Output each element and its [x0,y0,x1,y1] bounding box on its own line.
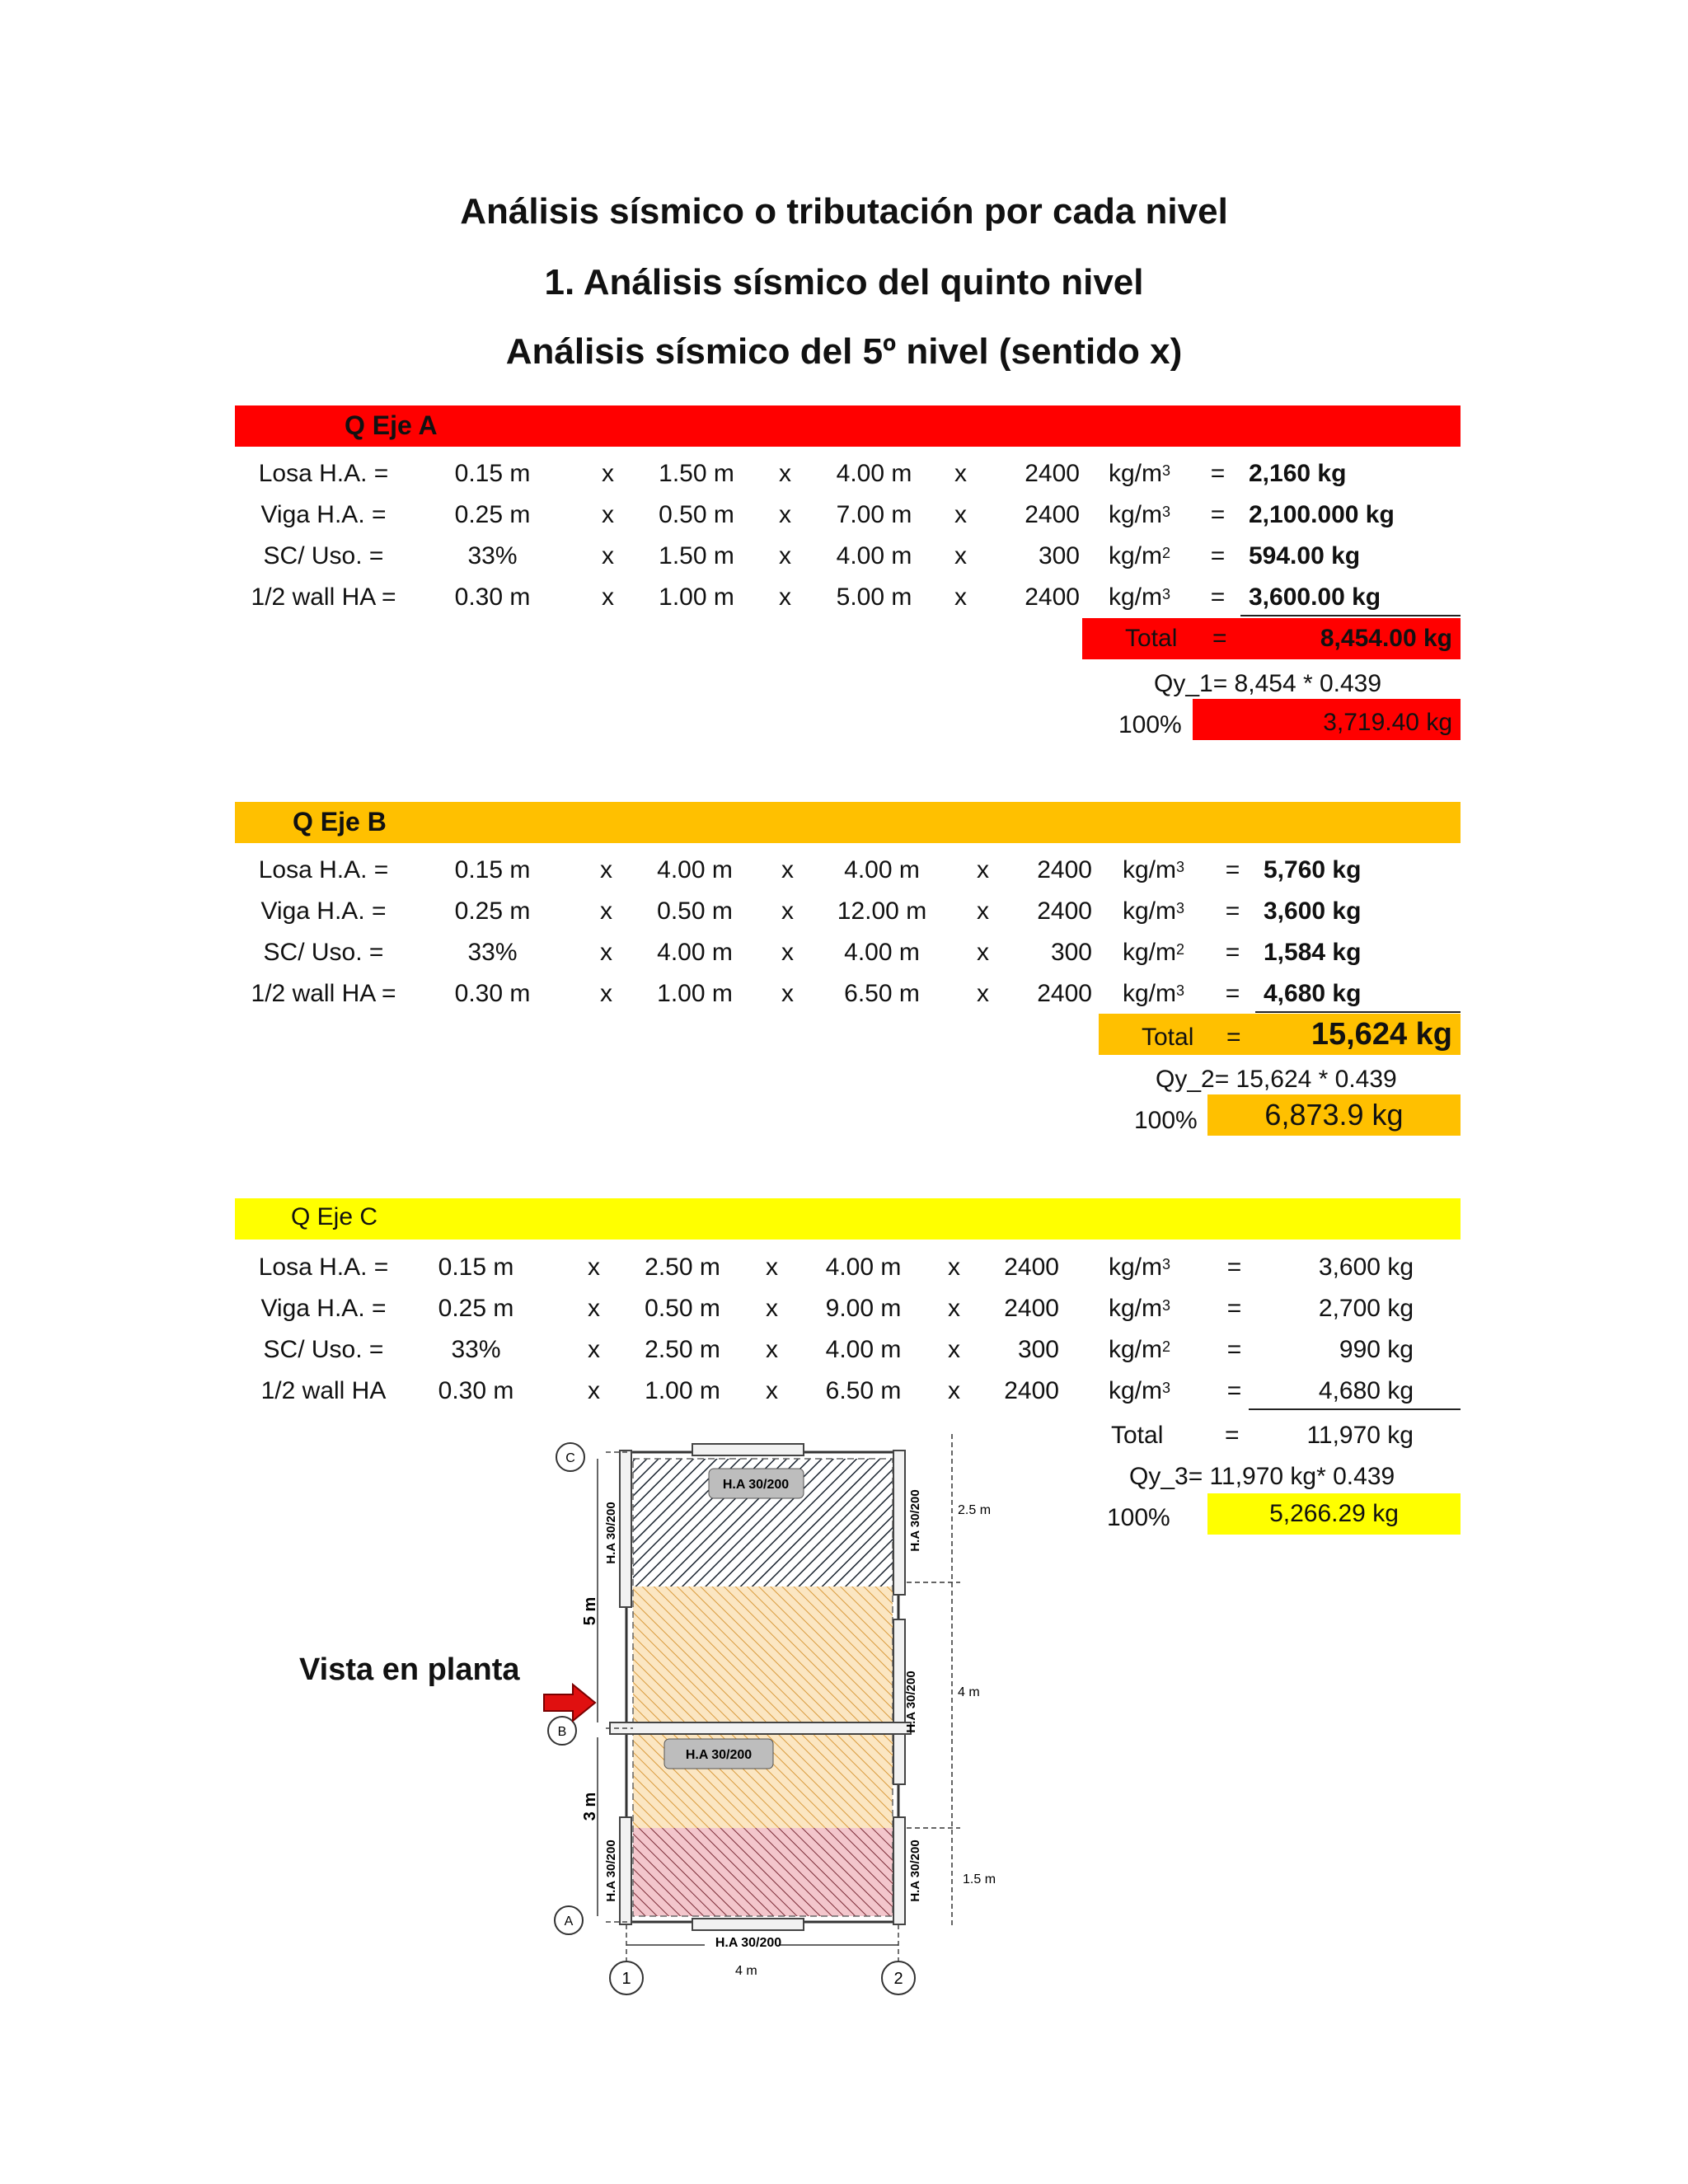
table-row [0,453,1688,494]
col-right-bottom-label: H.A 30/200 [908,1840,922,1902]
unit-exponent: 3 [1176,982,1185,999]
cell-x2: x [781,856,794,883]
cell-x1: x [602,542,614,569]
unit-text: kg/m [1123,939,1177,966]
eje-a-pct: 100% [1118,711,1182,738]
table-row [0,1288,1688,1329]
eje-c-label: Q Eje C [291,1203,378,1230]
axis-2-label: 2 [893,1970,903,1988]
eje-a-qy: Qy_1= 8,454 * 0.439 [1154,670,1382,697]
dim-4m-bottom-label: 4 m [735,1964,757,1978]
cell-d2: 4.00 m [657,856,733,883]
table-row [0,1247,1688,1288]
cell-name: SC/ Uso. = [263,939,384,966]
cell-d3: 4.00 m [836,460,912,487]
cell-x1: x [602,501,614,528]
eje-b-result-value: 6,873.9 kg [1264,1098,1404,1132]
cell-x1: x [600,980,612,1007]
cell-res: 1,584 kg [1264,939,1362,966]
cell-x3: x [977,898,989,925]
cell-dens: 2400 [1004,1295,1059,1322]
unit-exponent: 3 [1176,900,1185,916]
cell-res: 3,600 kg [1264,898,1362,925]
cell-x1: x [588,1336,600,1363]
cell-d3: 6.50 m [825,1377,902,1404]
table-row [0,1329,1688,1371]
page-title: Análisis sísmico o tributación por cada nivel [460,191,1228,232]
cell-res: 4,680 kg [1318,1377,1414,1404]
cell-dens: 2400 [1025,460,1080,487]
col-right-mid-label: H.A 30/200 [904,1671,918,1733]
cell-x2: x [781,898,794,925]
cell-dens: 2400 [1004,1377,1059,1404]
cell-d2: 0.50 m [645,1295,720,1322]
plan-view-drawing [528,1426,996,2003]
eje-c-result-value: 5,266.29 kg [1269,1500,1399,1527]
cell-x1: x [602,460,614,487]
table-row [0,494,1688,536]
cell-x3: x [954,501,967,528]
cell-x3: x [954,542,967,569]
cell-d2: 2.50 m [645,1336,720,1363]
cell-name: Viga H.A. = [260,501,387,528]
cell-eq: = [1226,1295,1242,1322]
cell-d3: 5.00 m [836,583,912,611]
unit-text: kg/m [1109,542,1163,569]
cell-eq: = [1225,898,1240,925]
cell-x1: x [600,939,612,966]
sum-underline [1255,1011,1461,1013]
cell-x2: x [779,501,791,528]
cell-dens: 2400 [1025,501,1080,528]
cell-dens: 300 [1017,1336,1059,1363]
col-left-bottom-label: H.A 30/200 [604,1840,618,1902]
cell-x2: x [781,939,794,966]
cell-x1: x [600,856,612,883]
cell-unit [1123,850,1197,891]
cell-d1: 33% [467,939,518,966]
cell-x3: x [948,1254,960,1281]
unit-exponent: 3 [1162,504,1171,520]
cell-name: Viga H.A. = [260,1295,387,1322]
cell-d3: 4.00 m [844,939,920,966]
eje-a-result-box [1193,699,1461,740]
unit-exponent: 2 [1176,941,1185,958]
cell-unit [1109,1371,1183,1412]
cell-d2: 2.50 m [645,1254,720,1281]
cell-d2: 4.00 m [657,939,733,966]
cell-x1: x [600,898,612,925]
cell-name: 1/2 wall HA = [251,583,396,611]
cell-dens: 300 [1038,542,1080,569]
unit-exponent: 2 [1162,1338,1171,1355]
cell-res: 4,680 kg [1264,980,1362,1007]
cell-x3: x [948,1377,960,1404]
cell-unit [1123,891,1197,932]
cell-x3: x [948,1336,960,1363]
eje-c-total-eq: = [1225,1422,1240,1449]
beam-bottom-label: H.A 30/200 [715,1936,782,1950]
cell-res: 3,600.00 kg [1249,583,1381,611]
col-right-top-label: H.A 30/200 [908,1489,922,1552]
table-row [0,973,1688,1015]
unit-exponent: 3 [1176,859,1185,875]
dim-15m-label: 1.5 m [963,1872,996,1886]
cell-eq: = [1226,1336,1242,1363]
subsection-title: Análisis sísmico del 5º nivel (sentido x) [505,331,1183,372]
cell-d3: 4.00 m [836,542,912,569]
beam-top-label: H.A 30/200 [722,1478,790,1492]
eje-c-pct: 100% [1107,1504,1170,1531]
cell-x2: x [766,1295,778,1322]
cell-d1: 0.15 m [438,1254,514,1281]
cell-x1: x [588,1254,600,1281]
unit-text: kg/m [1123,856,1177,883]
eje-a-label: Q Eje A [345,410,438,440]
cell-x2: x [766,1377,778,1404]
cell-x3: x [977,856,989,883]
eje-b-total-eq: = [1226,1024,1241,1051]
cell-unit [1109,494,1183,536]
cell-d1: 33% [467,542,518,569]
cell-dens: 2400 [1037,856,1092,883]
eje-a-total-box [1082,618,1461,659]
cell-x3: x [954,583,967,611]
cell-x2: x [779,542,791,569]
cell-d1: 0.25 m [438,1295,514,1322]
cell-d1: 0.30 m [438,1377,514,1404]
cell-d3: 4.00 m [844,856,920,883]
axis-1-label: 1 [621,1970,631,1988]
cell-x3: x [977,939,989,966]
sum-underline [1249,1408,1461,1410]
beam-mid-label: H.A 30/200 [685,1748,753,1762]
unit-exponent: 3 [1162,1297,1171,1314]
eje-c-header-bar [235,1198,1461,1240]
unit-text: kg/m [1109,1336,1163,1363]
cell-d3: 4.00 m [825,1336,902,1363]
cell-eq: = [1225,856,1240,883]
cell-d2: 1.00 m [659,583,734,611]
cell-unit [1109,453,1183,494]
eje-b-total-box [1099,1014,1461,1055]
cell-d1: 0.30 m [454,980,531,1007]
table-row [0,891,1688,932]
cell-unit [1109,1329,1183,1371]
cell-unit [1109,536,1183,577]
unit-text: kg/m [1123,980,1177,1007]
eje-c-result-box [1207,1493,1461,1535]
cell-name: 1/2 wall HA = [251,980,396,1007]
cell-eq: = [1210,542,1226,569]
unit-text: kg/m [1109,583,1163,611]
unit-text: kg/m [1109,501,1163,528]
cell-res: 2,700 kg [1318,1295,1414,1322]
cell-x3: x [954,460,967,487]
cell-dens: 2400 [1037,980,1092,1007]
cell-d1: 0.30 m [454,583,531,611]
cell-name: 1/2 wall HA [260,1377,387,1404]
unit-text: kg/m [1109,460,1163,487]
cell-d2: 0.50 m [659,501,734,528]
cell-d1: 0.15 m [454,460,531,487]
cell-d3: 12.00 m [837,898,927,925]
eje-a-result-value: 3,719.40 kg [1323,709,1452,736]
eje-c-qy: Qy_3= 11,970 kg* 0.439 [1129,1463,1395,1490]
cell-res: 5,760 kg [1264,856,1362,883]
section-title: 1. Análisis sísmico del quinto nivel [544,262,1144,302]
unit-exponent: 3 [1162,1380,1171,1396]
cell-name: SC/ Uso. = [263,542,384,569]
cell-eq: = [1210,460,1226,487]
cell-unit [1109,1247,1183,1288]
zone-eje-a [633,1828,893,1916]
axis-b-label: B [557,1725,567,1739]
unit-text: kg/m [1109,1377,1163,1404]
unit-text: kg/m [1123,898,1177,925]
cell-name: Viga H.A. = [260,898,387,925]
cell-eq: = [1225,980,1240,1007]
cell-d3: 6.50 m [844,980,920,1007]
dim-4m-right-label: 4 m [958,1685,980,1699]
cell-x2: x [766,1336,778,1363]
eje-b-label: Q Eje B [293,807,387,837]
cell-x3: x [948,1295,960,1322]
cell-d2: 1.50 m [659,542,734,569]
cell-d1: 0.25 m [454,898,531,925]
cell-x2: x [779,460,791,487]
cell-x2: x [766,1254,778,1281]
cell-eq: = [1226,1377,1242,1404]
cell-d2: 1.00 m [657,980,733,1007]
dim-5m-label: 5 m [581,1596,599,1626]
cell-dens: 2400 [1004,1254,1059,1281]
cell-eq: = [1210,501,1226,528]
eje-a-total-label: Total [1125,625,1178,652]
cell-d2: 0.50 m [657,898,733,925]
cell-x3: x [977,980,989,1007]
cell-x2: x [781,980,794,1007]
cell-unit [1123,973,1197,1015]
cell-x1: x [588,1295,600,1322]
cell-eq: = [1226,1254,1242,1281]
zone-eje-b [633,1586,893,1854]
cell-x1: x [588,1377,600,1404]
eje-b-total-value: 15,624 kg [1311,1017,1452,1052]
eje-b-result-box [1207,1094,1461,1136]
axis-a-label: A [564,1915,574,1929]
cell-x2: x [779,583,791,611]
cell-name: SC/ Uso. = [263,1336,384,1363]
eje-c-total-value: 11,970 kg [1306,1422,1414,1449]
eje-b-header-bar [235,802,1461,843]
cell-d3: 9.00 m [825,1295,902,1322]
dim-25m-label: 2.5 m [958,1503,992,1517]
cell-d2: 1.50 m [659,460,734,487]
eje-a-total-eq: = [1212,625,1227,652]
eje-b-qy: Qy_2= 15,624 * 0.439 [1156,1066,1397,1093]
col-left-top-label: H.A 30/200 [604,1502,618,1564]
eje-b-total-label: Total [1142,1024,1194,1051]
cell-res: 990 kg [1339,1336,1414,1363]
cell-name: Losa H.A. = [258,856,389,883]
cell-dens: 300 [1050,939,1092,966]
unit-text: kg/m [1109,1254,1163,1281]
cell-res: 2,160 kg [1249,460,1347,487]
cell-d3: 4.00 m [825,1254,902,1281]
pointer-arrow-icon [544,1685,595,1721]
cell-res: 594.00 kg [1249,542,1361,569]
eje-a-total-value: 8,454.00 kg [1320,625,1452,652]
plan-caption: Vista en planta [299,1652,520,1687]
cell-res: 2,100.000 kg [1249,501,1395,528]
cell-res: 3,600 kg [1318,1254,1414,1281]
unit-exponent: 2 [1162,545,1171,561]
unit-exponent: 3 [1162,1256,1171,1272]
cell-d1: 0.25 m [454,501,531,528]
dim-3m-label: 3 m [581,1792,599,1821]
axis-c-label: C [565,1451,575,1465]
cell-unit [1109,1288,1183,1329]
cell-d2: 1.00 m [645,1377,720,1404]
sum-underline [1240,615,1461,616]
cell-eq: = [1210,583,1226,611]
table-row [0,577,1688,618]
table-row [0,536,1688,577]
eje-c-total-label: Total [1111,1422,1164,1449]
cell-d1: 0.15 m [454,856,531,883]
eje-b-pct: 100% [1134,1107,1198,1134]
eje-a-header-bar [235,405,1461,447]
cell-d1: 33% [451,1336,501,1363]
table-row [0,1371,1688,1412]
cell-unit [1109,577,1183,618]
unit-exponent: 3 [1162,462,1171,479]
cell-name: Losa H.A. = [258,460,389,487]
table-row [0,932,1688,973]
table-row [0,850,1688,891]
cell-dens: 2400 [1025,583,1080,611]
cell-eq: = [1225,939,1240,966]
cell-x1: x [602,583,614,611]
unit-text: kg/m [1109,1295,1163,1322]
cell-name: Losa H.A. = [258,1254,389,1281]
cell-unit [1123,932,1197,973]
cell-dens: 2400 [1037,898,1092,925]
unit-exponent: 3 [1162,586,1171,602]
cell-d3: 7.00 m [836,501,912,528]
